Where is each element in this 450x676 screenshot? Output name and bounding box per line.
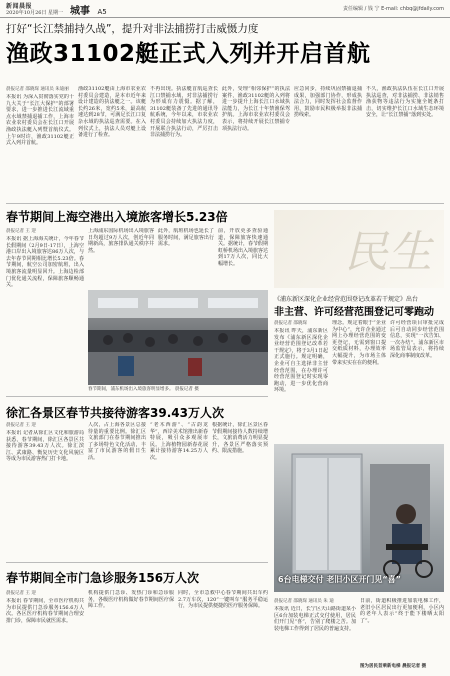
airport-col-1: 本报讯 据上海海关统计，今年春节长假期间（2月9日-17日），上海空港口岸出入境旅客达86万人次，与去年春节同期相比增长5.23倍。春节期间，航空公司加密航班，出入境旅客流量明显回升。上海边检部门优化通关流程，保障旅客顺畅通关。 <box>6 236 84 289</box>
xuhui-col-4: 根据统计，徐汇区景区春节假期间接待人数持续增长，文旅消费活力明显提升，各景区严格落实预约、限流措施。 <box>212 422 268 455</box>
sidebar-col-3: 许可经营项目审批完成后可自动同步经营范围信息，实现“一次告知、一次办结”。浦东新区市场监管局表示，将持续深化商事制度改革。 <box>390 320 444 359</box>
elevator-photo-label: 6台电梯交付 老旧小区开门见“喜” <box>278 575 401 584</box>
elevator-photo <box>274 444 444 592</box>
sidebar-banner <box>274 210 444 288</box>
editor-info: 责任编辑 / 钱 宁 E-mail: chbq@jfdaily.com <box>343 6 444 12</box>
elevator-footnote: 图为居民首乘新电梯 晨报记者 摄 <box>360 664 427 669</box>
elevator-col-1: 本报讯 近日，长宁区天山路街道某小区6台加装电梯正式交付使用，居民们开门见“喜”，告别了爬楼之苦。加装电梯工作得到了居民的普遍支持。 <box>274 606 356 632</box>
sidebar-kicker: 《浦东新区深化企业经营范围登记改革若干规定》出台 <box>274 296 419 303</box>
sidebar-col-1: 本报讯 昨天，浦东新区发布《浦东新区深化企业经营范围登记改革若干规定》，将于3月1日起正式施行。规定明确，企业可自主选择非主营经营范围，在办理许可经营范围登记时实现零跑动，进一步优化营商环境。 <box>274 328 328 394</box>
lead-col-6: 不久，渔政执法队伍在长江口开展执法巡查，对非法捕捞、非法销售渔获物等违法行为实施全链条打击，切实维护长江口水域生态环境安全，让“长江禁捕”落到实处。 <box>366 86 444 119</box>
airport-col-2: 上海浦东国际机场出入境旅客日均超过9万人次，创近年同期新高，旅客排队通关秩序井然。 <box>88 228 154 254</box>
lead-col-1: 本报讯 为深入贯彻落实党的十九大关于“长江大保护”的部署要求，进一步推进长江流域重点水域禁捕退捕工作，上海市农业农村委员会在长江口开展渔政执法艇入列暨首航仪式。上午9时许，渔政31102艇正式入列并首航。 <box>6 94 74 147</box>
lead-kicker: 打好“长江禁捕持久战”，提升对非法捕捞打击威慑力度 <box>6 23 259 35</box>
header-divider <box>0 17 450 18</box>
issue-date: 2020年10月26日 星期一 <box>6 10 64 16</box>
outpatient-col-2: 机构提供门急诊、发热门诊和急诊服务，各级医疗机构做好春节期间医疗保障工作。 <box>88 590 174 610</box>
lead-col-3: 不再出现。执法艇首航巡查长江口禁捕水域，对非法捕捞行为形成有力震慑。据了解，31102艇装备了先进的通讯导航系统，今年以来，市农业农村委员会持续加大执法力度，开展联合执法行动，严厉打击非法捕捞行为。 <box>150 86 218 139</box>
xuhui-byline: 晨报记者 王 迎 <box>6 423 36 428</box>
page-number: A5 <box>97 8 107 16</box>
lead-col-4: 此外，受理“相邻保护”的执法案件，渔政31102艇的入列将进一步提升上海长江口水域执法能力，为长江十年禁渔保驾护航。上海市农业农村委员会表示，将持续开展长江禁捕专项执法行动。 <box>222 86 290 132</box>
elevator-col-2: 日前，街道积极推进加装电梯工作，老旧小区居民出行更加便利，小区内的老年人表示“终于能下楼晒太阳了”。 <box>360 598 444 624</box>
outpatient-headline: 春节期间全市门急诊服务156万人次 <box>6 571 200 585</box>
xuhui-col-3: “老木西游”、“古韵龙华”，西岸美术馆推出新春特展，吸引众多观展市民。上海植物园新春花展累计接待游客14.25万人次。 <box>150 422 208 461</box>
xuhui-headline: 徐汇各景区春节共接待游客39.43万人次 <box>6 406 224 420</box>
lead-col-2: 渔政31102艇由上海市农业农村委员会建造，是本市近年来设计建造的执法艇之一。该艇长约26米，宽约5米，最高航速达到28节，可满足长江口复杂水域的执法巡查需要。在入列仪式上，执法人员对艇上设备进行了检查。 <box>78 86 146 139</box>
lead-col-5: 应急同步，持续巩固禁捕退捕成果，加强部门协作，形成执法合力，同时发挥社会监督作用，鼓励市民积极举报非法捕捞线索。 <box>294 86 362 119</box>
airport-photo-art <box>88 290 268 385</box>
sidebar-byline: 晨报记者 邵晓琛 <box>274 321 307 326</box>
section-name: 城事 <box>70 6 90 17</box>
xuhui-col-2: 人次，占上海各景区总接待量的重要比例。徐汇区文旅部门在春节期间推出了多场特色文化活动，丰富了市民游客的假日生活。 <box>88 422 146 461</box>
outpatient-col-1: 本报讯 春节期间，全市医疗机构共为市民提供门急诊服务156.6万人次。各区医疗机构春节期间合理安排门诊，保障市民就医需求。 <box>6 598 84 624</box>
lead-divider <box>6 203 444 204</box>
masthead <box>6 4 63 16</box>
airport-col-3: 此外，航班机场也延长了服务时间，满足旅客出行需求。 <box>158 228 214 248</box>
elevator-byline: 晨报记者 邵晓琛 通讯员 朱 迪 <box>274 599 334 604</box>
outpatient-col-3: 同时，全市急救中心春节期间共出车约2.7万车次，120“一键叫车”服务平稳运行，为市民提供便捷的医疗服务保障。 <box>178 590 268 610</box>
airport-photo <box>88 290 268 385</box>
paper-name: 新闻晨报 <box>6 3 33 10</box>
xuhui-col-1: 本报讯 记者从徐汇区文化和旅游局获悉，春节期间，徐汇区各景区共接待游客39.43万人次。徐汇滨江、武康路、衡复历史文化风貌区等成为市民游客热门打卡地。 <box>6 430 84 463</box>
sidebar-col-2: 理念。规定着眼于“企业为中心”，允许企业通过网上办理经营范围的变更登记，无需到窗口提交纸质材料，办理效率大幅提升，为市场主体带来实实在在的便利。 <box>332 320 386 366</box>
lead-byline: 晨报记者 邵晓琛 通讯员 朱迪丽 <box>6 87 69 92</box>
airport-caption: 春节期间，浦东机场出入境旅客明显增多。 晨报记者 摄 <box>88 387 199 392</box>
outpatient-byline: 晨报记者 王 迎 <box>6 591 36 596</box>
lead-headline: 渔政31102艇正式入列并开启首航 <box>6 41 371 67</box>
airport-byline: 晨报记者 王 迎 <box>6 229 36 234</box>
airport-col-4: 前，开放更多查验通道，保障旅客快速通关。据统计，春节假期虹桥机场出入境旅客达到17万人次，同比大幅增长。 <box>218 228 268 267</box>
sidebar-headline: 非主营、许可经营范围登记可零跑动 <box>274 307 434 318</box>
xuhui-divider <box>6 562 268 563</box>
section-title <box>70 2 107 17</box>
elevator-photo-art <box>274 444 444 592</box>
airport-headline: 春节期间上海空港出入境旅客增长5.23倍 <box>6 210 228 224</box>
airport-divider <box>6 396 268 397</box>
sidebar-watermark: 民生 <box>344 227 432 278</box>
